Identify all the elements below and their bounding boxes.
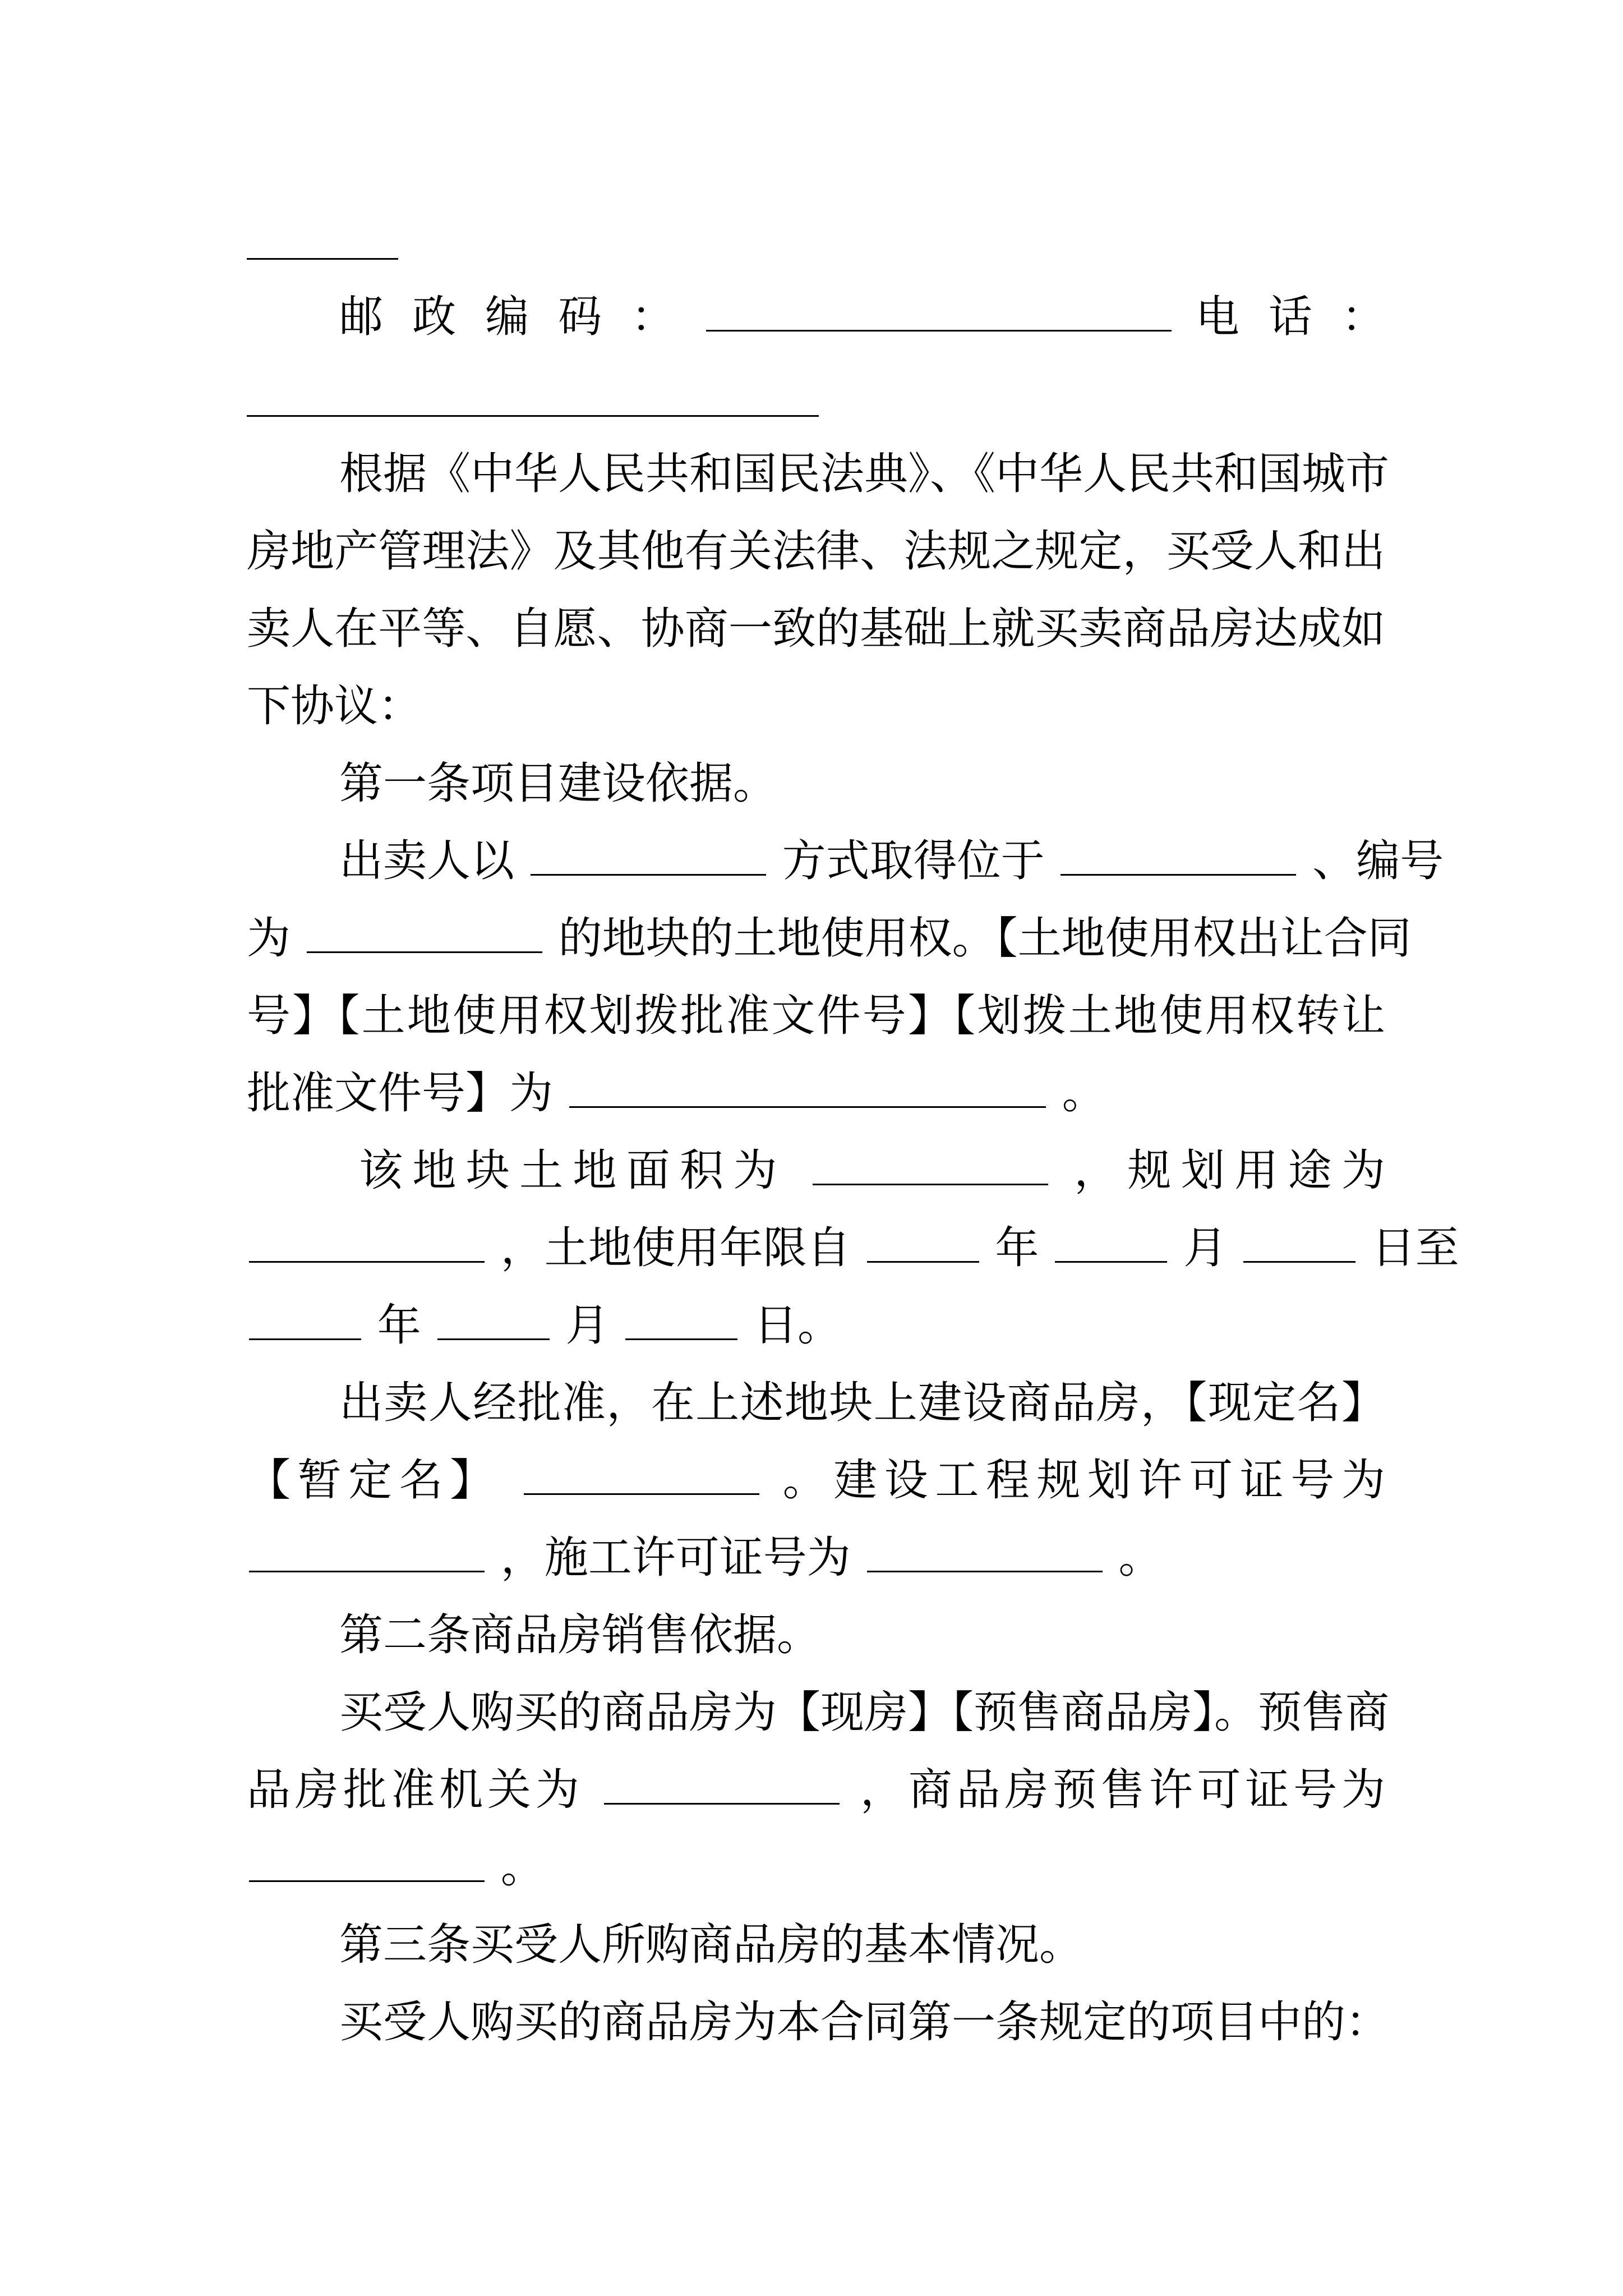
text: ，规划用途为 — [1074, 1145, 1385, 1196]
blank-field — [531, 871, 766, 876]
text: 年 — [377, 1300, 421, 1351]
text: 月 — [565, 1300, 610, 1351]
article-1-line-7 — [247, 1289, 1385, 1362]
blank-field — [249, 1567, 485, 1572]
blank-field — [249, 1335, 361, 1340]
text: 该地块土地面积为 — [359, 1145, 787, 1196]
article-2-line-1: 买受人购买的商品房为【现房】【预售商品房】。预售商 — [339, 1687, 1390, 1738]
phone-blank — [247, 415, 819, 417]
text: ，商品房预售许可证号为 — [860, 1765, 1385, 1815]
blank-field — [249, 1877, 485, 1882]
article-2-line-3 — [247, 1831, 1385, 1904]
text: 。 — [500, 1842, 545, 1893]
article-1-line-2 — [247, 902, 1412, 975]
blank-field — [867, 1258, 979, 1263]
postal-code-blank — [706, 326, 1172, 332]
blank-field — [625, 1335, 737, 1340]
text: 【暂定名】 — [247, 1455, 501, 1506]
article-1-line-10 — [247, 1521, 1385, 1594]
article-1-title: 第一条项目建设依据。 — [339, 758, 777, 809]
article-3-title: 第三条买受人所购商品房的基本情况。 — [339, 1920, 1083, 1970]
text: 为 — [247, 913, 291, 964]
blank-field — [867, 1567, 1103, 1572]
phone-label: 电 话 ： — [1195, 292, 1385, 342]
intro-line-1: 根据《中华人民共和国民法典》、《中华人民共和国城市 — [339, 449, 1390, 499]
blank-field — [1055, 1258, 1167, 1263]
blank-field — [1243, 1258, 1355, 1263]
blank-field — [307, 948, 542, 953]
blank-field — [437, 1335, 550, 1340]
article-1-line-8: 出卖人经批准，在上述地块上建设商品房，【现定名】 — [339, 1378, 1385, 1428]
text: 月 — [1183, 1223, 1228, 1273]
blank-field — [524, 1490, 759, 1495]
article-2-line-2 — [247, 1754, 1385, 1826]
text: 年 — [995, 1223, 1039, 1273]
article-1-line-5 — [359, 1134, 1385, 1207]
postal-phone-line — [339, 280, 1385, 353]
article-3-line-1: 买受人购买的商品房为本合同第一条规定的项目中的： — [339, 1997, 1390, 2047]
intro-line-2: 房地产管理法》及其他有关法律、法规之规定，买受人和出 — [247, 526, 1385, 577]
text: 品房批准机关为 — [247, 1765, 584, 1815]
blank-field — [569, 1103, 1046, 1108]
text: 批准文件号】为 — [247, 1068, 554, 1119]
text: 。建设工程规划许可证号为 — [782, 1455, 1385, 1506]
text: 。 — [1062, 1068, 1106, 1119]
article-1-line-6 — [247, 1212, 1459, 1285]
blank-line — [247, 258, 398, 260]
blank-field — [604, 1800, 840, 1805]
text: ，施工许可证号为 — [500, 1533, 851, 1583]
article-1-line-9 — [247, 1444, 1385, 1517]
article-1-line-3: 号】【土地使用权划拨批准文件号】【划拨土地使用权转让 — [247, 991, 1385, 1041]
article-1-line-4 — [247, 1057, 1385, 1130]
blank-field — [1061, 871, 1296, 876]
text: 日。 — [754, 1300, 842, 1351]
intro-line-4: 下协议： — [247, 681, 422, 731]
text: ，土地使用年限自 — [500, 1223, 851, 1273]
text: 日至 — [1371, 1223, 1459, 1273]
text: 出卖人以 — [339, 836, 515, 886]
intro-line-3: 卖人在平等、自愿、协商一致的基础上就买卖商品房达成如 — [247, 604, 1385, 654]
text: 。 — [1118, 1533, 1163, 1583]
article-2-title: 第二条商品房销售依据。 — [339, 1610, 821, 1660]
text: 、编号 — [1312, 836, 1444, 886]
text: 方式取得位于 — [782, 836, 1045, 886]
postal-code-label: 邮 政 编 码 ： — [339, 292, 683, 342]
article-1-line-1 — [339, 825, 1444, 898]
text: 的地块的土地使用权。【土地使用权出让合同 — [558, 913, 1412, 964]
blank-field — [249, 1258, 485, 1263]
blank-field — [813, 1180, 1048, 1185]
